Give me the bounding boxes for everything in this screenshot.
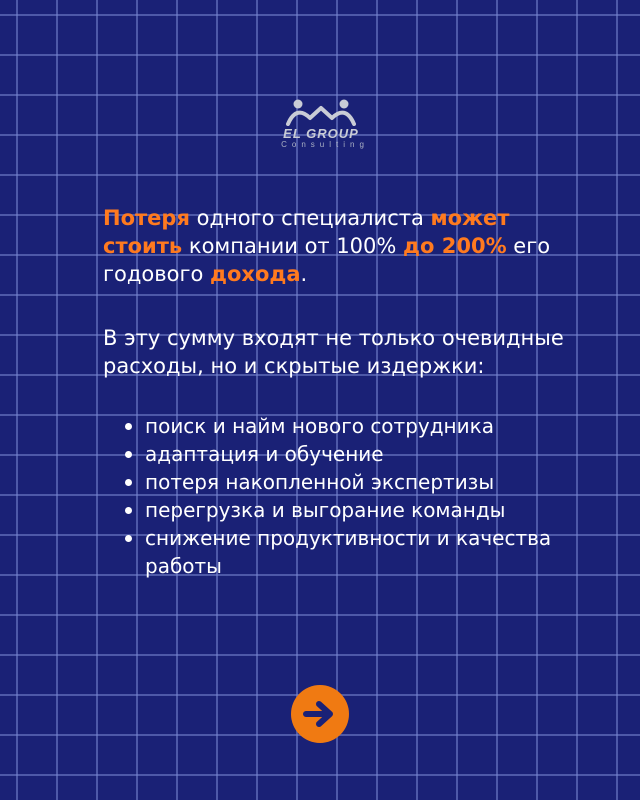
arrow-right-icon — [303, 700, 337, 728]
list-item: снижение продуктивности и качества работы — [125, 524, 573, 580]
lead-part-2: одного специалиста — [189, 206, 431, 230]
highlight-may-cost: может стоить — [103, 206, 510, 258]
list-item: поиск и найм нового сотрудника — [125, 412, 573, 440]
lead-part-8: . — [300, 262, 308, 286]
highlight-loss: Потеря — [103, 206, 190, 230]
main-content — [103, 204, 573, 580]
logo-name: EL GROUP — [283, 126, 359, 141]
lead-part-4: компании от 100% — [182, 234, 404, 258]
company-logo — [266, 98, 376, 154]
costs-list — [103, 412, 573, 580]
list-item: перегрузка и выгорание команды — [125, 496, 573, 524]
logo-subtitle: Consulting — [281, 140, 369, 149]
highlight-income: дохода — [210, 262, 301, 286]
people-logo-icon — [284, 98, 358, 126]
list-item: потеря накопленной экспертизы — [125, 468, 573, 496]
costs-paragraph: В эту сумму входят не только очевидные расходы, но и скрытые издержки: — [103, 326, 564, 378]
lead-text — [103, 204, 573, 288]
highlight-percent: до 200% — [403, 234, 507, 258]
next-button[interactable] — [291, 685, 349, 743]
list-item: адаптация и обучение — [125, 440, 573, 468]
lead-part-6: его годового — [103, 234, 551, 286]
